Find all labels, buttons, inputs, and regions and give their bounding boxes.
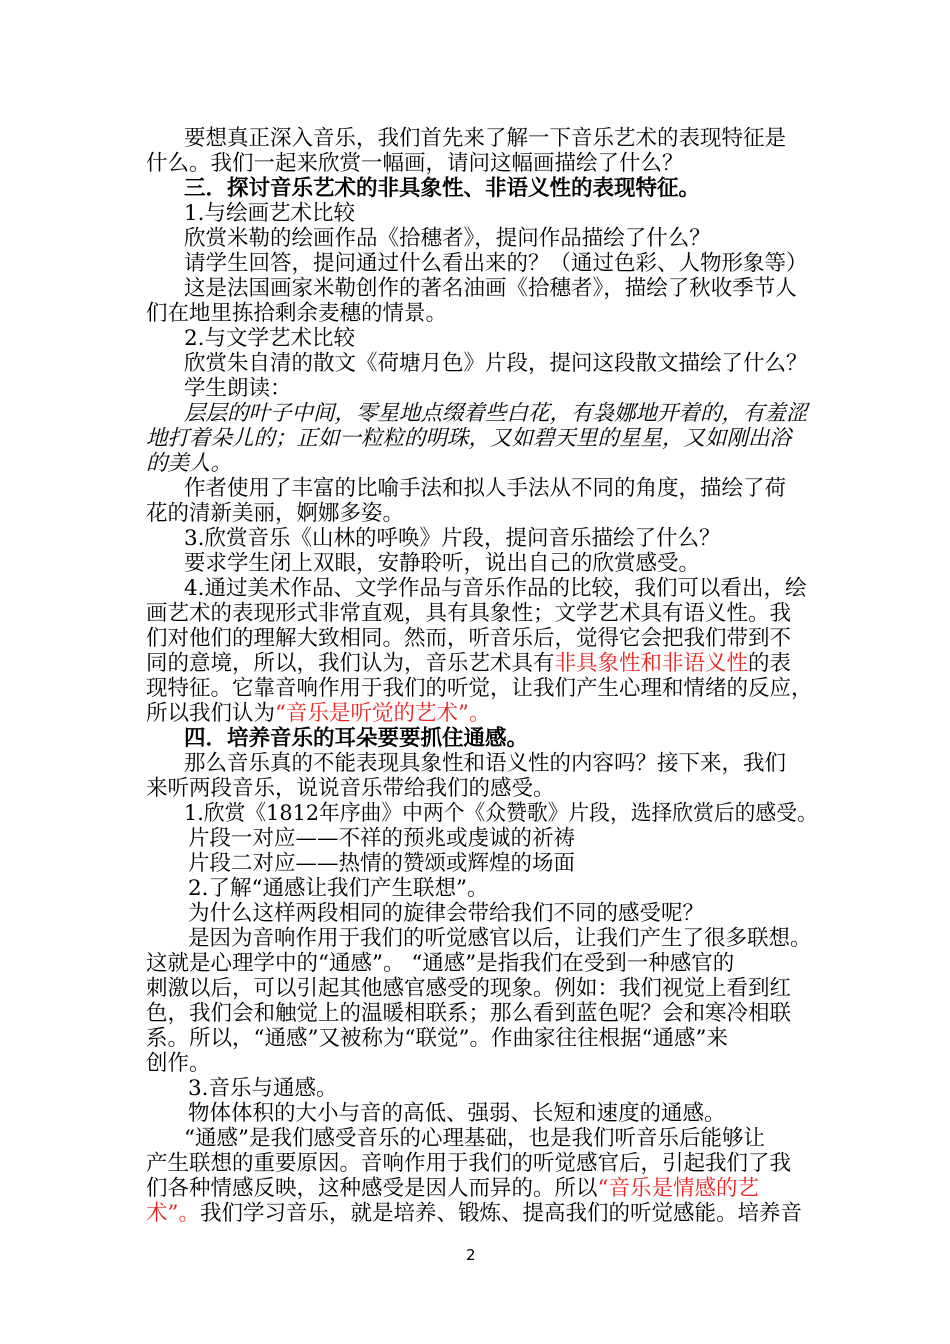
text-line: 请学生回答，提问通过什么看出来的？（通过色彩、人物形象等） — [184, 251, 808, 276]
emphasis-text: 非具象性和非语义性 — [554, 651, 749, 676]
text-line: 同的意境，所以，我们认为，音乐艺术具有非具象性和非语义性的表 — [146, 651, 792, 676]
text-line: 4.通过美术作品、文学作品与音乐作品的比较，我们可以看出，绘 — [184, 576, 807, 601]
text-line: 创作。 — [146, 1051, 211, 1076]
text-line: 产生联想的重要原因。音响作用于我们的听觉感官后，引起我们了我 — [146, 1151, 792, 1176]
quote-line: 的美人。 — [146, 451, 233, 476]
text-line: 所以我们认为“音乐是听觉的艺术”。 — [146, 701, 491, 726]
quote-line: 地打着朵儿的；正如一粒粒的明珠，又如碧天里的星星，又如刚出浴 — [146, 426, 792, 451]
section-heading: 四．培养音乐的耳朵要要抓住通感。 — [184, 726, 529, 751]
subheading: 2.了解“通感让我们产生联想”。 — [188, 876, 489, 901]
text-line: 画艺术的表现形式非常直观，具有具象性；文学艺术具有语义性。我 — [146, 601, 792, 626]
text-line: 们各种情感反映，这种感受是因人而异的。所以“音乐是情感的艺 — [146, 1176, 760, 1201]
text-line: 什么。我们一起来欣赏一幅画，请问这幅画描绘了什么？ — [146, 151, 684, 176]
text-line: 是因为音响作用于我们的听觉感官以后，让我们产生了很多联想。 — [188, 926, 812, 951]
text-line: 那么音乐真的不能表现具象性和语义性的内容吗？接下来，我们 — [184, 751, 787, 776]
subheading: 2.与文学艺术比较 — [184, 326, 356, 351]
quote-line: 层层的叶子中间，零星地点缀着些白花，有袅娜地开着的，有羞涩 — [184, 401, 808, 426]
section-heading: 三．探讨音乐艺术的非具象性、非语义性的表现特征。 — [184, 176, 701, 201]
text-line: 刺激以后，可以引起其他感官感受的现象。例如：我们视觉上看到红 — [146, 976, 792, 1001]
text-line: 1.欣赏《1812年序曲》中两个《众赞歌》片段，选择欣赏后的感受。 — [184, 801, 818, 826]
subheading: 3.欣赏音乐《山林的呼唤》片段，提问音乐描绘了什么？ — [184, 526, 721, 551]
text-line: 这就是心理学中的“通感”。 “通感”是指我们在受到一种感官的 — [146, 951, 735, 976]
text-line: 这是法国画家米勒创作的著名油画《拾穗者》，描绘了秋收季节人 — [184, 276, 797, 301]
text-line: 花的清新美丽，婀娜多姿。 — [146, 501, 405, 526]
text-line: 现特征。它靠音响作用于我们的听觉，让我们产生心理和情绪的反应， — [146, 676, 813, 701]
text-line: 学生朗读： — [184, 376, 292, 401]
text-line: 们在地里拣拾剩余麦穗的情景。 — [146, 301, 448, 326]
text-line: 要想真正深入音乐，我们首先来了解一下音乐艺术的表现特征是 — [184, 126, 787, 151]
text-line: 作者使用了丰富的比喻手法和拟人手法从不同的角度，描绘了荷 — [184, 476, 787, 501]
text-line: 物体体积的大小与音的高低、强弱、长短和速度的通感。 — [188, 1101, 726, 1126]
text-line: 欣赏米勒的绘画作品《拾穗者》，提问作品描绘了什么？ — [184, 226, 711, 251]
text-line: 来听两段音乐，说说音乐带给我们的感受。 — [146, 776, 555, 801]
subheading: 1.与绘画艺术比较 — [184, 201, 356, 226]
text-line: 为什么这样两段相同的旋律会带给我们不同的感受呢？ — [188, 901, 705, 926]
emphasis-text: “音乐是听觉的艺术”。 — [275, 701, 491, 726]
text-line: 片段二对应——热情的赞颂或辉煌的场面 — [188, 851, 576, 876]
text-line: 们对他们的理解大致相同。然而，听音乐后，觉得它会把我们带到不 — [146, 626, 792, 651]
text-line: 术”。我们学习音乐，就是培养、锻炼、提高我们的听觉感能。培养音 — [146, 1201, 803, 1226]
emphasis-text: “音乐是情感的艺 — [597, 1176, 760, 1201]
text-line: 要求学生闭上双眼，安静聆听，说出自己的欣赏感受。 — [184, 551, 701, 576]
subheading: 3.音乐与通感。 — [188, 1076, 338, 1101]
text-line: 系。所以，“通感”又被称为“联觉”。作曲家往往根据“通感”来 — [146, 1026, 728, 1051]
emphasis-text: 术”。 — [146, 1201, 200, 1226]
page-number: 2 — [466, 1246, 476, 1264]
text-line: 色，我们会和触觉上的温暖相联系；那么看到蓝色呢？会和寒冷相联 — [146, 1001, 792, 1026]
text-line: 片段一对应——不祥的预兆或虔诚的祈祷 — [188, 826, 576, 851]
text-line: 欣赏朱自清的散文《荷塘月色》片段，提问这段散文描绘了什么？ — [184, 351, 808, 376]
text-line: “通感”是我们感受音乐的心理基础，也是我们听音乐后能够让 — [184, 1126, 765, 1151]
